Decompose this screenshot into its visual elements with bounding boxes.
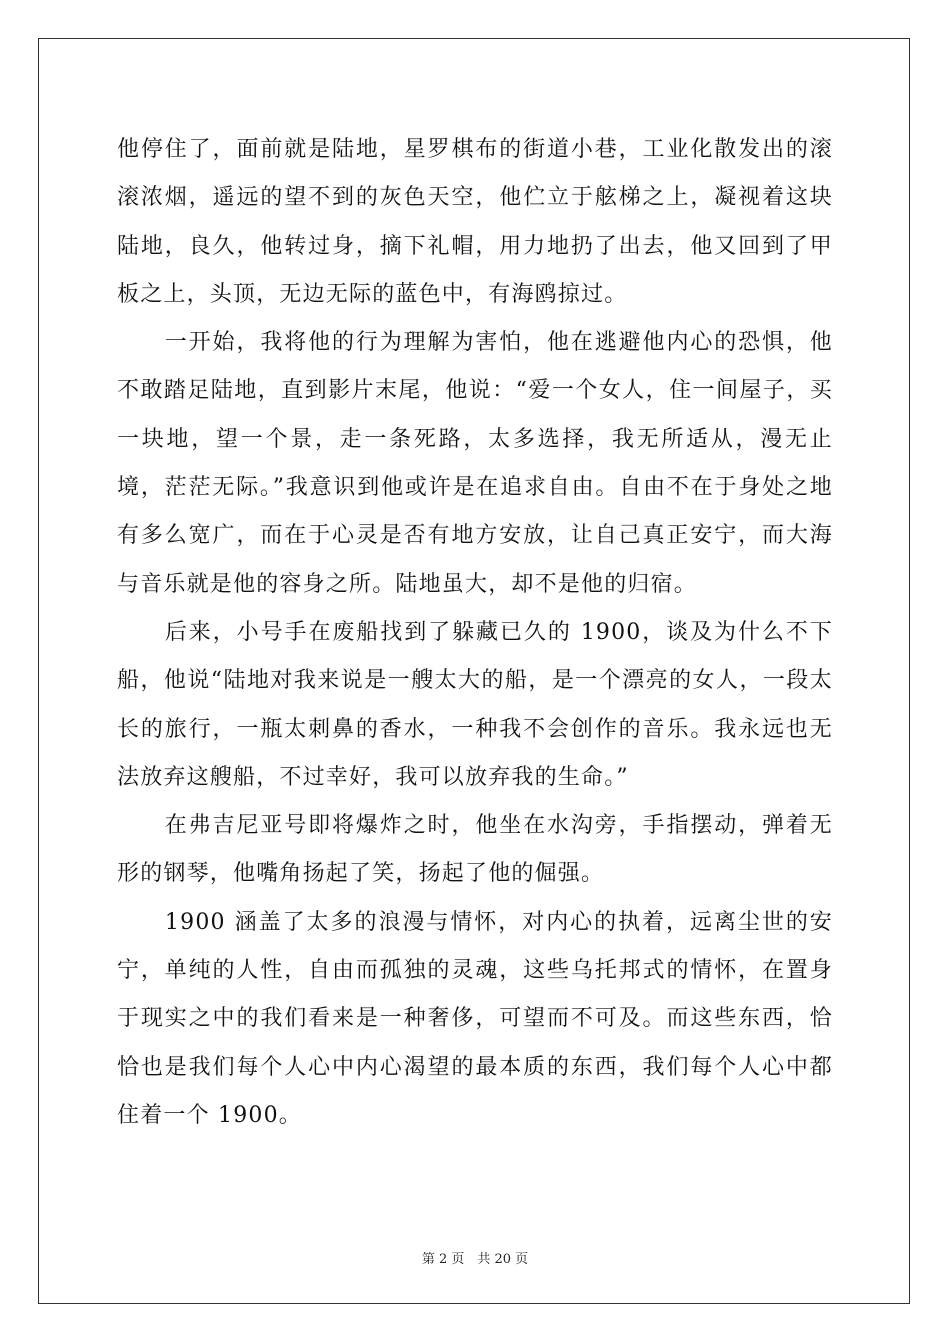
paragraph-4: 在弗吉尼亚号即将爆炸之时，他坐在水沟旁，手指摆动，弹着无形的钢琴，他嘴角扬起了笑，扬起了他的倔强。	[117, 813, 833, 887]
paragraph-3: 后来，小号手在废船找到了躲藏已久的 1900，谈及为什么不下船，他说“陆地对我来说是一艘太大的船，是一个漂亮的女人，一段太长的旅行，一瓶太刺鼻的香水，一种我不会创作的音乐。我永远也无法放弃这艘船，不过幸好，我可以放弃我的生命。”	[117, 619, 833, 790]
page-number-footer: 第 2 页 共 20 页	[421, 1252, 529, 1267]
paragraph-1: 他停住了，面前就是陆地，星罗棋布的街道小巷，工业化散发出的滚滚浓烟，遥远的望不到的灰色天空，他伫立于舷梯之上，凝视着这块陆地，良久，他转过身，摘下礼帽，用力地扔了出去，他又回到了甲板之上，头顶，无边无际的蓝色中，有海鸥掠过。	[117, 137, 833, 307]
paragraph-2: 一开始，我将他的行为理解为害怕，他在逃避他内心的恐惧，他不敢踏足陆地，直到影片末尾，他说：“爱一个女人，住一间屋子，买一块地，望一个景，走一条死路，太多选择，我无所适从，漫无止境，茫茫无际。”我意识到他或许是在追求自由。自由不在于身处之地有多么宽广，而在于心灵是否有地方安放，让自己真正安宁，而大海与音乐就是他的容身之所。陆地虽大，却不是他的归宿。	[117, 330, 833, 597]
document-body	[117, 126, 833, 1140]
paragraph-5: 1900 涵盖了太多的浪漫与情怀，对内心的执着，远离尘世的安宁，单纯的人性，自由而孤独的灵魂，这些乌托邦式的情怀，在置身于现实之中的我们看来是一种奢侈，可望而不可及。而这些东西，恰恰也是我们每个人心中内心渴望的最本质的东西，我们每个人心中都住着一个 1900。	[117, 909, 833, 1128]
